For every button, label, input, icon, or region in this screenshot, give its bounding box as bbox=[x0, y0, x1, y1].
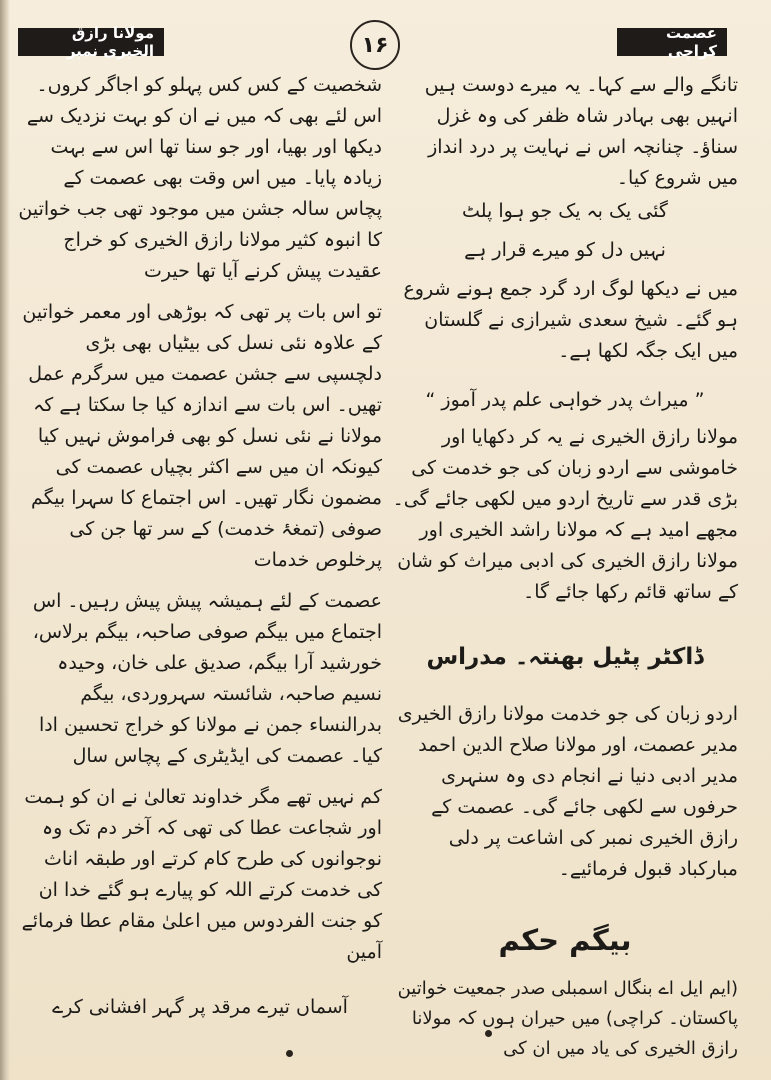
issue-title-tab: مولانا رازق الخیری نمبر bbox=[18, 28, 164, 56]
left-text-column bbox=[18, 70, 382, 1020]
paragraph: شخصیت کے کس کس پہلو کو اجاگر کروں۔ اس لئے بھی کہ میں نے ان کو بہت نزدیک سے دیکھا اور بھیا، اور جو سنا تھا اس سے بہت زیادہ پایا۔ میں اس وقت بھی عصمت کے پچاس سالہ جشن میں موجود تھی جب خواتین کا انبوہ کثیر مولانا رازق الخیری کو خراج عقیدت پیش کرنے آیا تھا حیرت bbox=[18, 74, 382, 282]
section-heading: ڈاکٹر پٹیل بھنتہ۔ مدراس bbox=[426, 644, 704, 670]
persian-quote: ” میراث پدر خواہی علم پدر آموز “ bbox=[425, 389, 705, 411]
paragraph: عصمت کے لئے ہمیشہ پیش پیش رہیں۔ اس اجتماع میں بیگم صوفی صاحبہ، بیگم برلاس، خورشید آرا بیگم، صدیق علی خان، وحیدہ نسیم صاحبہ، شائستہ سہروردی، بیگم بدرالنساء جمن نے مولانا کو خراج تحسین ادا کیا۔ عصمت کی ایڈیٹری کے پچاس سال bbox=[32, 590, 382, 767]
paragraph: مولانا رازق الخیری نے یہ کر دکھایا اور خاموشی سے اردو زبان کی جو خدمت کی بڑی قدر سے تاریخ اردو میں لکھی جائے گی۔ مجھے امید ہے کہ مولانا راشد الخیری اور مولانا رازق الخیری کی ادبی میراث کو شان کے ساتھ قائم رکھا جائے گا۔ bbox=[392, 426, 738, 603]
verse-line: نہیں دل کو میرے قرار ہے bbox=[464, 239, 666, 261]
paragraph: اردو زبان کی جو خدمت مولانا رازق الخیری مدیر عصمت، اور مولانا صلاح الدین احمد مدیر ادبی دنیا نے انجام دی وہ سنہری حرفوں سے لکھی جائے گی۔ عصمت کے رازق الخیری نمبر کی اشاعت پر دلی مبارکباد قبول فرمائیے۔ bbox=[397, 703, 738, 880]
paragraph: کم نہیں تھے مگر خداوند تعالیٰ نے ان کو ہمت اور شجاعت عطا کی تھی کہ آخر دم تک وہ نوجوانوں کی طرح کام کرتے اور طبقہ اناث کی خدمت کرتے اللہ کو پیارے ہو گئے خدا ان کو جنت الفردوس میں اعلیٰ مقام عطا فرمائے آمین bbox=[21, 786, 382, 963]
paragraph: (ایم ایل اے بنگال اسمبلی صدر جمعیت خواتین پاکستان۔ کراچی) میں حیران ہوں کہ مولانا رازق الخیری کی یاد میں ان کی bbox=[397, 978, 738, 1059]
paragraph: میں نے دیکھا لوگ ارد گرد جمع ہونے شروع ہو گئے۔ شیخ سعدی شیرازی نے گلستان میں ایک جگہ لکھا ہے۔ bbox=[403, 278, 738, 362]
page-header bbox=[0, 18, 771, 68]
page-dot bbox=[286, 1050, 293, 1057]
section-heading: بیگم حکم bbox=[498, 923, 632, 957]
paragraph: تو اس بات پر تھی کہ بوڑھی اور معمر خواتین کے علاوہ نئی نسل کی بیٹیاں بھی بڑی دلچسپی سے جشن عصمت میں سرگرم عمل تھیں۔ اس بات سے اندازہ کیا جا سکتا ہے کہ مولانا نے نئی نسل کو بھی فراموش نہیں کیا کیونکہ ان میں سے اکثر بچیاں عصمت کی مضمون نگار تھیں۔ اس اجتماع کا سہرا بیگم صوفی (تمغۂ خدمت) کے سر تھا جن کی پرخلوص خدمات bbox=[22, 301, 382, 571]
closing-verse: آسماں تیرے مرقد پر گہر افشانی کرے bbox=[52, 996, 348, 1018]
verse-line: گئی یک بہ یک جو ہوا پلٹ bbox=[462, 200, 668, 222]
page-dot bbox=[485, 1030, 492, 1037]
page-binding-edge bbox=[0, 0, 10, 1080]
paragraph: تانگے والے سے کہا۔ یہ میرے دوست ہیں انہیں بھی بہادر شاہ ظفر کی وہ غزل سناؤ۔ چنانچہ اس نے نہایت پر درد انداز میں شروع کیا۔ bbox=[424, 74, 738, 189]
right-text-column bbox=[392, 70, 738, 1059]
magazine-title-tab: عصمت کراچی bbox=[617, 28, 727, 56]
page-number: ۱۶ bbox=[350, 20, 400, 70]
